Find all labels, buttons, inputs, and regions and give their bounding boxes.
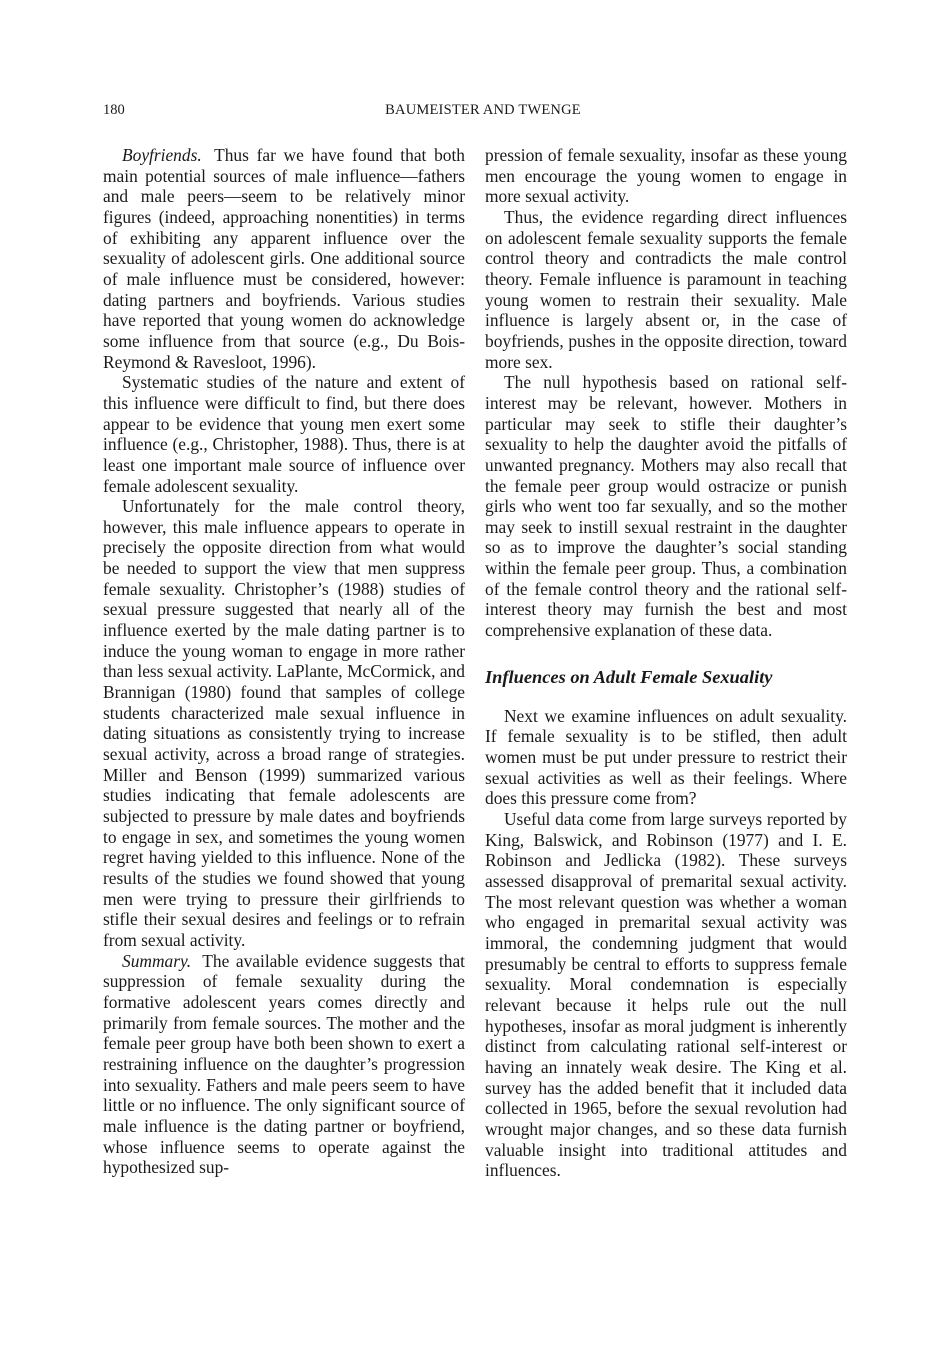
paragraph-null-hypothesis: The null hypothesis based on rational self-interest may be relevant, however. Mothers in particular may seek to stifle their daughter’s sexuality to help the daughter avoid the pitfalls of unwanted pregnancy. Mothers may also recall that the female peer group would ostracize or punish girls who went too far sexually, and so the mother may seek to instill sexual restraint in the daughter so as to improve the daughter’s social standing within the female peer group. Thus, a combination of the female control theory and the rational self-interest theory may furnish the best and most comprehensive explanation of these data. — [485, 372, 847, 641]
left-column — [103, 145, 465, 1178]
paragraph-systematic-studies: Systematic studies of the nature and extent of this influence were difficult to find, but there does appear to be evidence that young men exert some influence (e.g., Christopher, 1988). Thus, there is at least one important male source of influence over female adolescent sexuality. — [103, 372, 465, 496]
runin-heading-boyfriends: Boyfriends. — [122, 145, 202, 165]
paragraph-continuation: pression of female sexuality, insofar as these young men encourage the young women to engage in more sexual activity. — [485, 145, 847, 207]
paragraph-text: Thus far we have found that both main potential sources of male influence—fathers and male peers—seem to be relatively minor figures (indeed, approaching nonentities) in terms of exhibiting any apparent influence over the sexuality of adolescent girls. One additional source of male influence must be considered, however: dating partners and boyfriends. Various studies have reported that young women do acknowledge some influence from that source (e.g., Du Bois-Reymond & Ravesloot, 1996). — [103, 145, 465, 372]
paragraph-evidence: Thus, the evidence regarding direct influences on adolescent female sexuality supports the female control theory and contradicts the male control theory. Female influence is paramount in teaching young women to restrain their sexuality. Male influence is largely absent or, in the case of boyfriends, pushes in the opposite direction, toward more sex. — [485, 206, 847, 372]
paragraph-adult-sexuality: Next we examine influences on adult sexuality. If female sexuality is to be stifled, then adult women must be put under pressure to restrict their sexual activities as well as their feelings. Where does this pressure come from? — [485, 705, 847, 809]
running-head-title: BAUMEISTER AND TWENGE — [385, 102, 581, 118]
paragraph-text: The available evidence suggests that suppression of female sexuality during the formative adolescent years comes directly and primarily from female sources. The mother and the female peer group have both been shown to exert a restraining influence on the daughter’s progression into sexuality. Fathers and male peers seem to have little or no influence. The only significant source of male influence is the dating partner or boyfriend, whose influence seems to operate against the hypothesized sup- — [103, 950, 465, 1178]
right-column — [485, 145, 847, 1181]
runin-heading-summary: Summary. — [122, 950, 192, 971]
paragraph-surveys: Useful data come from large surveys reported by King, Balswick, and Robinson (1977) and I. E. Robinson and Jedlicka (1982). These surveys assessed disapproval of premarital sexual activity. The most relevant question was whether a woman who engaged in premarital sexual activity was immoral, the condemning judgment that would presumably be central to efforts to suppress female sexuality. Moral condemnation is especially relevant because it helps rule out the null hypotheses, insofar as moral judgment is inherently distinct from calculating rational self-interest or having an innately weak desire. The King et al. survey has the added benefit that it included data collected in 1965, before the sexual revolution had wrought major changes, and so these data furnish valuable insight into traditional attitudes and influences. — [485, 809, 847, 1181]
section-heading: Influences on Adult Female Sexuality — [485, 666, 773, 687]
paragraph-male-control-theory: Unfortunately for the male control theory, however, this male influence appears to operate in precisely the opposite direction from what would be needed to support the view that men suppress female sexuality. Christopher’s (1988) studies of sexual pressure suggested that nearly all of the influence exerted by the male dating partner is to induce the young woman to engage in more rather than less sexual activity. LaPlante, McCormick, and Brannigan (1980) found that samples of college students characterized male sexual influence in dating situations as consistently trying to increase sexual activity, across a broad range of strategies. Miller and Benson (1999) summarized various studies indicating that female adolescents are subjected to pressure by male dates and boyfriends to engage in sex, and sometimes the young women regret having yielded to this influence. None of the results of the studies we found showed that young men were trying to pressure their girlfriends to stifle their sexual desires and feelings or to refrain from sexual activity. — [103, 496, 465, 950]
running-header — [103, 100, 863, 120]
page-number: 180 — [103, 102, 125, 118]
paragraph-boyfriends — [103, 145, 465, 372]
paragraph-summary — [103, 951, 465, 1178]
